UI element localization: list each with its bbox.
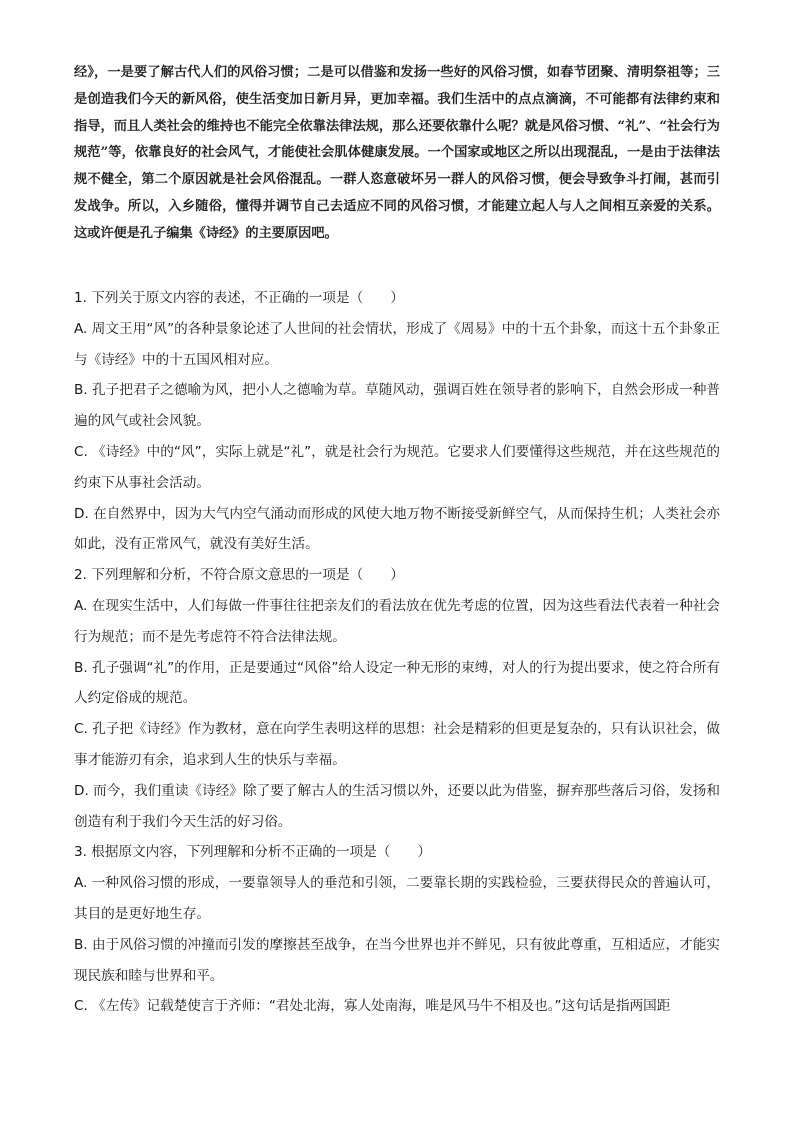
option-d: D. 在自然界中，因为大气内空气涌动而形成的风使大地万物不断接受新鲜空气，从而保持生机；人类社会亦如此，没有正常风气，就没有美好生活。	[74, 505, 720, 553]
question-stem: 1. 下列关于原文内容的表述，不正确的一项是（ ）	[74, 290, 404, 306]
option-a: A. 一种风俗习惯的形成，一要靠领导人的垂范和引领，二要靠长期的实践检验，三要获得民众的普遍认可，其目的是更好地生存。	[74, 875, 720, 922]
questions-section	[74, 283, 720, 1022]
passage-text-block	[74, 60, 720, 248]
passage-paragraph: 经》，一是要了解古代人们的风俗习惯；二是可以借鉴和发扬一些好的风俗习惯，如春节团聚、清明祭祖等；三是创造我们今天的新风俗，使生活变加日新月异，更加幸福。我们生活中的点点滴滴，不可能都有法律约束和指导，而且人类社会的维持也不能完全依靠法律法规，那么还要依靠什么呢？就是风俗习惯、“礼”、“社会行为规范”等，依靠良好的社会风气，才能使社会肌体健康发展。一个国家或地区之所以出现混乱，一是由于法律法规不健全，第二个原因就是社会风俗混乱。一群人恣意破坏另一群人的风俗习惯，便会导致争斗打闹，甚而引发战争。所以，入乡随俗，懂得并调节自己去适应不同的风俗习惯，才能建立起人与人之间相互亲爱的关系。这或许便是孔子编集《诗经》的主要原因吧。	[74, 65, 720, 241]
option-b: B. 孔子强调“礼”的作用，正是要通过“风俗”给人设定一种无形的束缚，对人的行为提出要求，使之符合所有人约定俗成的规范。	[74, 659, 720, 707]
question-stem: 3. 根据原文内容，下列理解和分析不正确的一项是（ ）	[74, 844, 432, 861]
question-stem: 2. 下列理解和分析，不符合原文意思的一项是（ ）	[74, 567, 404, 584]
option-c: C. 《诗经》中的“风”，实际上就是“礼”，就是社会行为规范。它要求人们要懂得这些规范，并在这些规范的约束下从事社会活动。	[74, 443, 720, 491]
option-a: A. 周文王用“风”的各种景象论述了人世间的社会情状，形成了《周易》中的十五个卦象，而这十五个卦象正与《诗经》中的十五国风相对应。	[74, 320, 720, 368]
option-c: C. 孔子把《诗经》作为教材，意在向学生表明这样的思想：社会是精彩的但更是复杂的，只有认识社会，做事才能游刃有余，追求到人生的快乐与幸福。	[74, 721, 720, 768]
option-c: C. 《左传》记载楚使言于齐师：“君处北海，寡人处南海，唯是风马牛不相及也。”这句话是指两国距	[74, 998, 671, 1015]
question-2	[74, 560, 720, 837]
option-a: A. 在现实生活中，人们每做一件事往往把亲友们的看法放在优先考虑的位置，因为这些看法代表着一种社会行为规范；而不是先考虑符不符合法律法规。	[74, 597, 720, 645]
question-3	[74, 837, 720, 1022]
option-d: D. 而今，我们重读《诗经》除了要了解古人的生活习惯以外，还要以此为借鉴，摒弃那些落后习俗，发扬和创造有利于我们今天生活的好习俗。	[74, 782, 720, 830]
question-1	[74, 283, 720, 560]
option-b: B. 孔子把君子之德喻为风，把小人之德喻为草。草随风动，强调百姓在领导者的影响下，自然会形成一种普遍的风气或社会风貌。	[74, 382, 720, 430]
option-b: B. 由于风俗习惯的冲撞而引发的摩擦甚至战争，在当今世界也并不鲜见，只有彼此尊重，互相适应，才能实现民族和睦与世界和平。	[74, 936, 720, 984]
